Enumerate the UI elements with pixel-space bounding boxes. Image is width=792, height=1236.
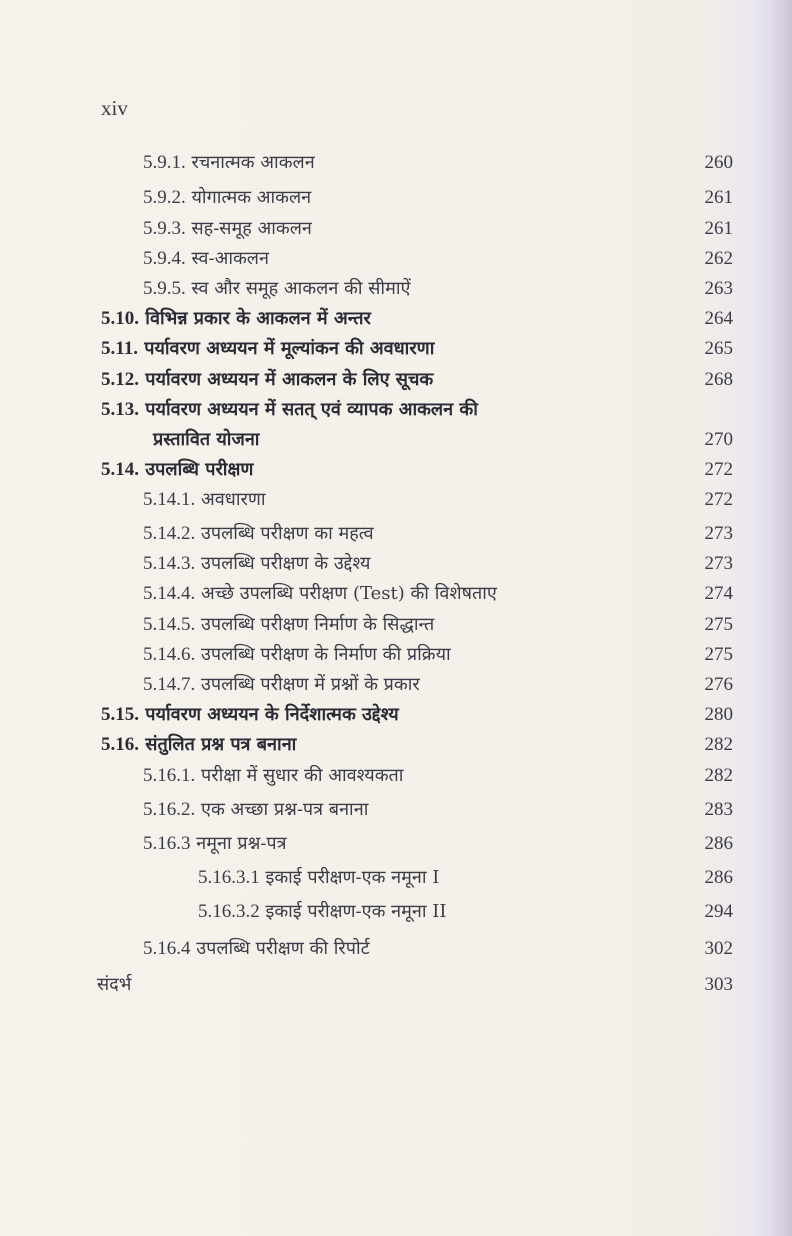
toc-entry-title: उपलब्धि परीक्षण की रिपोर्ट (196, 938, 370, 959)
toc-entry-title: इकाई परीक्षण-एक नमूना II (265, 901, 447, 922)
toc-entry-page: 272 (704, 489, 733, 510)
toc-entry-title: प्रस्तावित योजना (153, 429, 260, 450)
toc-entry-page: 274 (704, 583, 733, 604)
toc-entry-number: 5.16.3.2 (198, 901, 260, 922)
toc-entry-title: एक अच्छा प्रश्न-पत्र बनाना (200, 799, 369, 820)
toc-entry (0, 550, 792, 580)
toc-entry (0, 275, 792, 305)
toc-entry (0, 305, 792, 335)
toc-entry-page: 286 (704, 833, 733, 854)
toc-entry (0, 580, 792, 610)
toc-entry-number: 5.16.3.1 (198, 867, 260, 888)
toc-entry-page: 275 (704, 644, 733, 665)
toc-entry-page: 262 (704, 248, 733, 269)
toc-entry-page: 294 (704, 901, 733, 922)
toc-entry-title: स्व-आकलन (191, 248, 269, 269)
toc-entry-number: 5.9.4. (143, 248, 186, 269)
toc-entry-page: 261 (704, 218, 733, 239)
toc-entry-continuation (0, 426, 792, 456)
toc-entry-number: 5.14.2. (143, 523, 196, 544)
toc-entry-title: विभिन्न प्रकार के आकलन में अन्तर (145, 308, 371, 329)
toc-entry-page: 261 (704, 187, 733, 208)
toc-entry-page: 302 (704, 938, 733, 959)
toc-entry-page: 280 (704, 704, 733, 725)
toc-entry (0, 701, 792, 731)
toc-entry-title: उपलब्धि परीक्षण के निर्माण की प्रक्रिया (200, 644, 451, 665)
toc-entry-number: 5.13. (101, 399, 139, 420)
toc-entry-number: 5.12. (101, 369, 139, 390)
toc-entry (0, 611, 792, 641)
toc-entry-page: 273 (704, 553, 733, 574)
toc-entry-number: 5.16.1. (143, 765, 196, 786)
toc-entry-number: 5.16.4 (143, 938, 191, 959)
toc-entry-page: 282 (704, 734, 733, 755)
toc-entry (0, 898, 792, 928)
toc-entry (0, 796, 792, 826)
toc-entry-page: 283 (704, 799, 733, 820)
toc-entry-number: 5.14.3. (143, 553, 196, 574)
toc-entry-number: 5.16. (101, 734, 139, 755)
toc-entry-title: स्व और समूह आकलन की सीमाऐं (191, 278, 411, 299)
toc-entry-number: 5.9.3. (143, 218, 186, 239)
toc-entry-number: 5.14.6. (143, 644, 196, 665)
toc-entry (0, 731, 792, 761)
toc-entry-page: 260 (704, 152, 733, 173)
toc-entry (0, 486, 792, 516)
toc-entry-number: 5.14.4. (143, 583, 196, 604)
toc-entry-page: 263 (704, 278, 733, 299)
toc-entry-title: पर्यावरण अध्ययन के निर्देशात्मक उद्देश्य (145, 704, 399, 725)
toc-entry (0, 245, 792, 275)
toc-entry-title: इकाई परीक्षण-एक नमूना I (265, 867, 440, 888)
toc-entry-title: रचनात्मक आकलन (191, 152, 315, 173)
toc-entry-title: पर्यावरण अध्ययन में आकलन के लिए सूचक (145, 369, 434, 390)
toc-entry-title: उपलब्धि परीक्षण के उद्देश्य (200, 553, 371, 574)
toc-entry-number: 5.14.7. (143, 674, 196, 695)
toc-entry (0, 671, 792, 701)
toc-entry-number: 5.11. (101, 338, 138, 359)
toc-entry-title: अवधारणा (200, 489, 266, 510)
toc-entry-number: 5.9.1. (143, 152, 186, 173)
toc-entry-number: 5.9.5. (143, 278, 186, 299)
toc-entry-number: 5.14.5. (143, 614, 196, 635)
toc-entry (0, 149, 792, 179)
toc-entry-number: 5.16.2. (143, 799, 196, 820)
toc-entry-number: 5.16.3 (143, 833, 191, 854)
toc-entry-title: परीक्षा में सुधार की आवश्यकता (200, 765, 404, 786)
toc-entry-title: उपलब्धि परीक्षण में प्रश्नों के प्रकार (200, 674, 420, 695)
toc-entry-number: 5.14.1. (143, 489, 196, 510)
toc-entry-title: योगात्मक आकलन (191, 187, 312, 208)
toc-entry (0, 935, 792, 965)
toc-entry-page: 303 (704, 974, 733, 995)
toc-entry-number: 5.14. (101, 459, 139, 480)
toc-entry-title: अच्छे उपलब्धि परीक्षण (Test) की विशेषताए (200, 583, 497, 604)
toc-entry-title: संदर्भ (97, 974, 132, 995)
toc-entry-title: उपलब्धि परीक्षण का महत्व (200, 523, 374, 544)
toc-entry-page: 264 (704, 308, 733, 329)
page-number: xiv (101, 96, 128, 120)
toc-entry-page: 275 (704, 614, 733, 635)
toc-entry (0, 366, 792, 396)
toc-entry-page: 282 (704, 765, 733, 786)
toc-entry-title: पर्यावरण अध्ययन में सतत् एवं व्यापक आकलन की (145, 399, 478, 420)
toc-entry (0, 335, 792, 365)
toc-entry-references (0, 971, 792, 1001)
toc-entry (0, 830, 792, 860)
toc-entry-page: 273 (704, 523, 733, 544)
toc-entry-title: उपलब्धि परीक्षण (145, 459, 254, 480)
toc-entry (0, 641, 792, 671)
toc-entry (0, 396, 792, 426)
toc-entry-page: 270 (704, 429, 733, 450)
toc-entry-number: 5.15. (101, 704, 139, 725)
toc-entry (0, 184, 792, 214)
toc-entry (0, 762, 792, 792)
toc-entry-page: 268 (704, 369, 733, 390)
toc-entry-title: नमूना प्रश्न-पत्र (196, 833, 287, 854)
toc-entry (0, 456, 792, 486)
toc-entry-title: संतुलित प्रश्न पत्र बनाना (145, 734, 297, 755)
toc-entry-number: 5.9.2. (143, 187, 186, 208)
toc-entry (0, 520, 792, 550)
toc-entry-title: सह-समूह आकलन (191, 218, 312, 239)
toc-entry-page: 265 (704, 338, 733, 359)
toc-entry-page: 272 (704, 459, 733, 480)
toc-entry-number: 5.10. (101, 308, 139, 329)
toc-entry (0, 215, 792, 245)
toc-entry-page: 276 (704, 674, 733, 695)
toc-entry-title: उपलब्धि परीक्षण निर्माण के सिद्धान्त (200, 614, 435, 635)
toc-entry-title: पर्यावरण अध्ययन में मूल्यांकन की अवधारणा (144, 338, 435, 359)
toc-entry (0, 864, 792, 894)
toc-entry-page: 286 (704, 867, 733, 888)
